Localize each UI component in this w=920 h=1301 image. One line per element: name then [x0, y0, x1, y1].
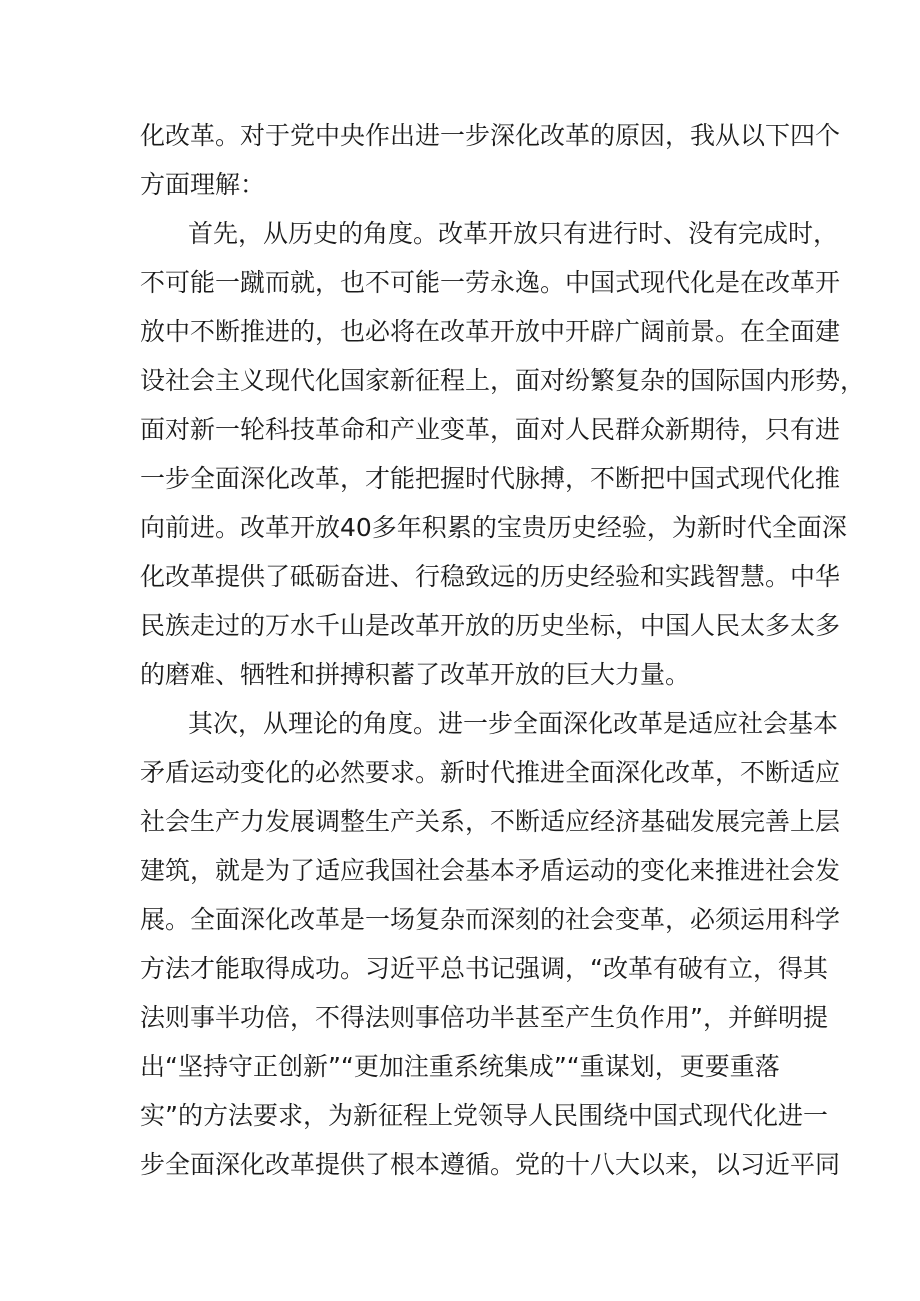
- text-line: 步全面深化改革提供了根本遵循。党的十八大以来，以习近平同: [140, 1150, 841, 1179]
- text-line: 不可能一蹴而就，也不可能一劳永逸。中国式现代化是在改革开: [140, 268, 841, 297]
- text-line: 方法才能取得成功。习近平总书记强调，“改革有破有立，得其: [140, 954, 828, 983]
- text-line: 方面理解：: [140, 170, 266, 199]
- text-line: 民族走过的万水千山是改革开放的历史坐标，中国人民太多太多: [140, 611, 841, 640]
- text-line: 建筑，就是为了适应我国社会基本矛盾运动的变化来推进社会发: [140, 856, 841, 885]
- text-line: 设社会主义现代化国家新征程上，面对纷繁复杂的国际国内形势，: [140, 366, 866, 395]
- text-line: 社会生产力发展调整生产关系，不断适应经济基础发展完善上层: [140, 807, 841, 836]
- text-line: 的磨难、牺牲和拼搏积蓄了改革开放的巨大力量。: [140, 660, 691, 689]
- text-line: 矛盾运动变化的必然要求。新时代推进全面深化改革，不断适应: [140, 758, 841, 787]
- text-line: 化改革。对于党中央作出进一步深化改革的原因，我从以下四个: [140, 121, 841, 150]
- text-line: 一步全面深化改革，才能把握时代脉搏，不断把中国式现代化推: [140, 464, 841, 493]
- text-line: 实”的方法要求，为新征程上党领导人民围绕中国式现代化进一: [140, 1101, 828, 1130]
- text-line: 面对新一轮科技革命和产业变革，面对人民群众新期待，只有进: [140, 415, 841, 444]
- text-line: 出“坚持守正创新”“更加注重系统集成”“重谋划，更要重落: [140, 1052, 780, 1081]
- text-line: 向前进。改革开放40多年积累的宝贵历史经验，为新时代全面深: [140, 513, 847, 542]
- text-line: 展。全面深化改革是一场复杂而深刻的社会变革，必须运用科学: [140, 905, 841, 934]
- paragraph-first-line: 其次，从理论的角度。进一步全面深化改革是适应社会基本: [188, 709, 839, 738]
- text-line: 法则事半功倍，不得法则事倍功半甚至产生负作用”，并鲜明提: [140, 1003, 828, 1032]
- text-line: 化改革提供了砥砺奋进、行稳致远的历史经验和实践智慧。中华: [140, 562, 841, 591]
- text-line: 放中不断推进的，也必将在改革开放中开辟广阔前景。在全面建: [140, 317, 841, 346]
- paragraph-first-line: 首先，从历史的角度。改革开放只有进行时、没有完成时，: [188, 219, 839, 248]
